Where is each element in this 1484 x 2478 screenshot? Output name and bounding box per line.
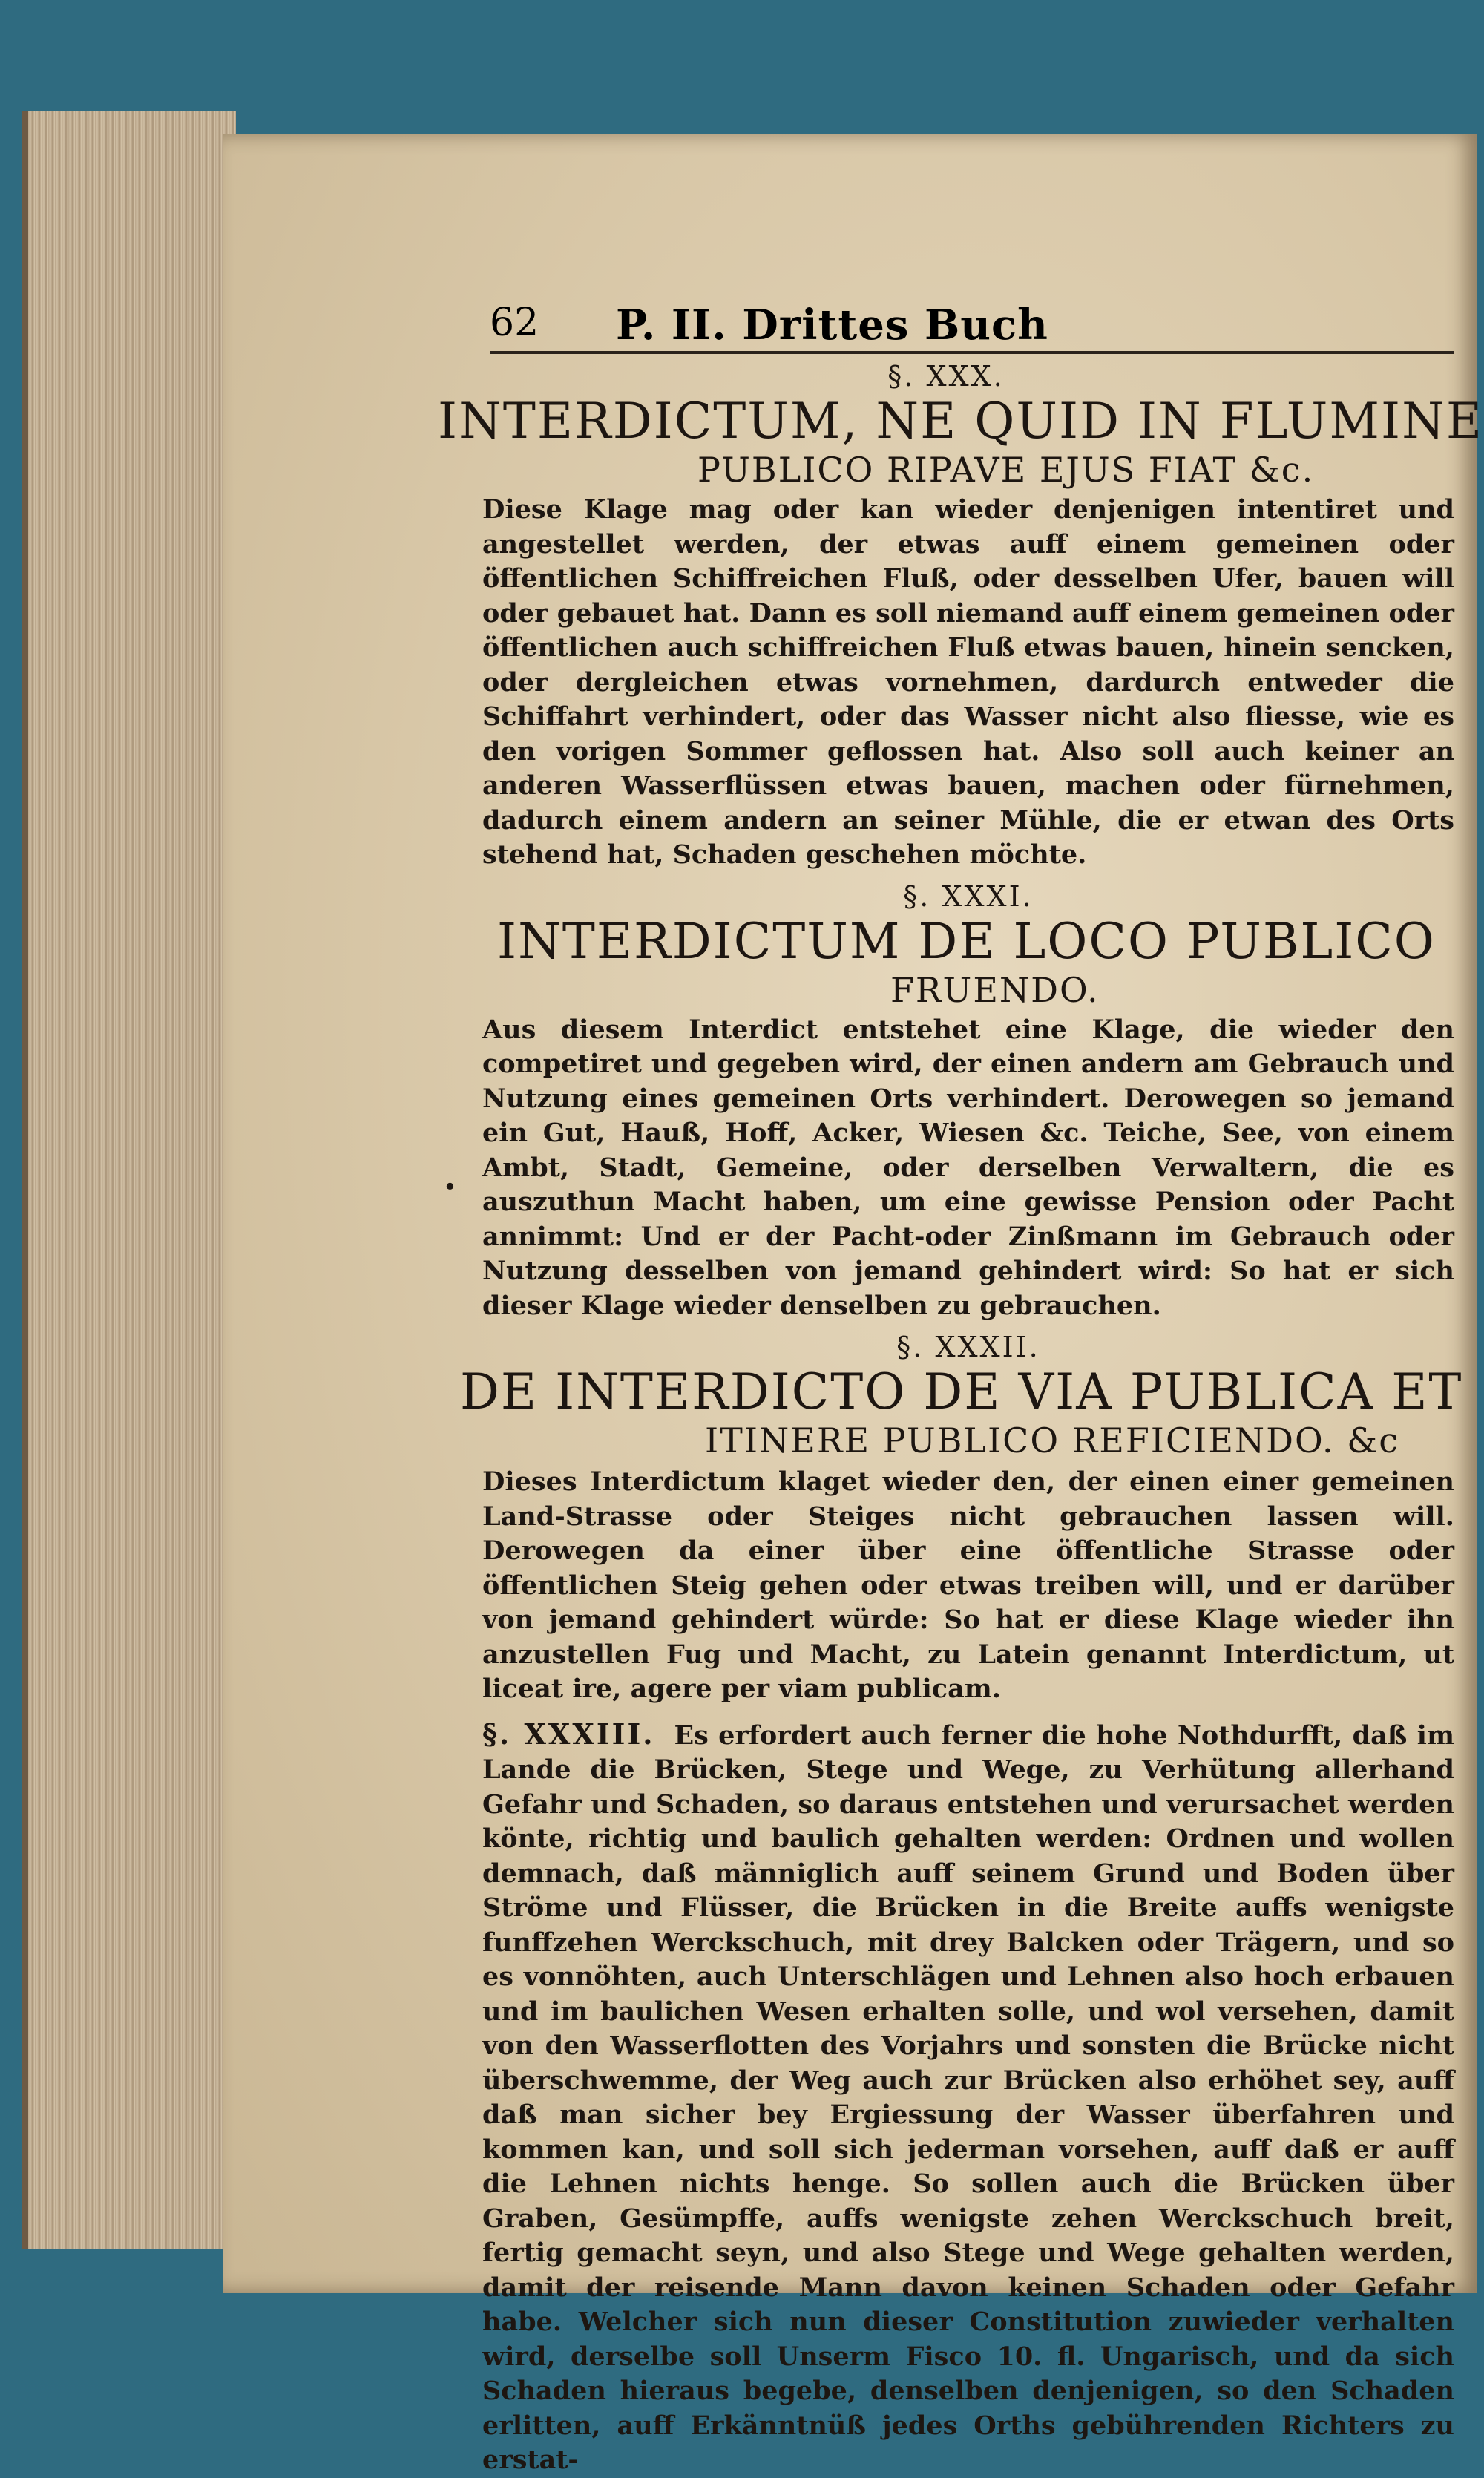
section-number: §. XXX. [887, 360, 1005, 393]
section-paragraph [482, 493, 1454, 873]
section-subtitle: ITINERE PUBLICO REFICIENDO. &c [705, 1420, 1399, 1461]
section-xxxii [460, 1331, 1463, 1707]
paragraph-text [482, 1717, 1454, 2478]
paragraph-text: Dieses Interdictum klaget wieder den, der einen einer gemeinen Land-Strasse oder Steiges nicht gebrauchen lassen will. Derowegen da einer über eine öffentliche Strasse oder öffentlichen Steig gehen oder etwas treiben will, und er darüber von jemand gehindert würde: So hat er diese Klage wieder ihn anzustellen Fug und Macht, zu Latein genannt Interdictum, ut liceat ire, agere per viam publicam. [482, 1466, 1454, 1704]
section-number: §. XXXI. [903, 879, 1034, 913]
page-number: 62 [490, 301, 539, 345]
paragraph-text: Aus diesem Interdict entstehet eine Klage, die wieder den competiret und gegeben wird, der einen andern am Gebrauch und Nutzung eines gemeinen Orts verhindert. Derowegen so jemand ein Gut, Hauß, Hoff, Acker, Wiesen &c. Teiche, See, von einem Ambt, Stadt, Gemeine, oder derselben Verwaltern, die es auszuthun Macht haben, um eine gewisse Pension oder Pacht annimmt: Und er der Pacht-oder Zinßmann im Gebrauch oder Nutzung desselben von jemand gehindert wird: So hat er sich dieser Klage wieder denselben zu gebrauchen. [482, 1014, 1454, 1321]
section-paragraph [482, 1717, 1454, 2478]
section-subtitle: FRUENDO. [890, 969, 1100, 1010]
section-xxx [438, 360, 1484, 873]
running-head: P. II. Drittes Buch [616, 301, 1048, 350]
section-xxxiii [482, 1717, 1454, 2478]
paragraph-body: Es erfordert auch ferner die hohe Nothdurfft, daß im Lande die Brücken, Stege und Wege, zu Verhütung allerhand Gefahr und Schaden, so daraus entstehen und verursachet werden könte, richtig und baulich gehalten werden: Ordnen und wollen demnach, daß männiglich auff seinem Grund und Boden über Ströme und Flüsser, die Brücken in die Breite auffs wenigste funffzehen Werckschuch, mit drey Balcken oder Trägern, und so es vonnöhten, auch Unterschlägen und Lehnen also hoch erbauen und im baulichen Wesen erhalten solle, und wol versehen, damit von den Wasserflotten des Vorjahrs und sonsten die Brücke nicht überschwemme, der Weg auch zur Brücken also erhöhet sey, auff daß man sicher bey Ergiessung der Wasser überfahren und kommen kan, und soll sich jederman vorsehen, auff daß er auff die Lehnen nichts henge. So sollen auch die Brücken über Graben, Gesümpffe, auffs wenigste zehen Werckschuch breit, fertig gemacht seyn, und also Stege und Wege gehalten werden, damit der reisende Mann davon keinen Schaden oder Gefahr habe. Welcher sich nun dieser Constitution zuwieder verhalten wird, derselbe soll Unserm Fisco 10. fl. Ungarisch, und da sich Schaden hieraus begebe, denselben denjenigen, so den Schaden erlitten, auff Erkänntnüß jedes Orths gebührenden Richters zu erstat- [482, 1720, 1454, 2475]
section-paragraph [482, 1465, 1454, 1707]
section-number: §. XXXII. [896, 1331, 1040, 1363]
section-paragraph [482, 1013, 1454, 1324]
page-header [490, 301, 1454, 354]
section-subtitle: PUBLICO RIPAVE EJUS FIAT &c. [697, 450, 1315, 490]
section-title: INTERDICTUM DE LOCO PUBLICO [497, 912, 1436, 970]
main-text [438, 360, 1484, 2478]
margin-dot: • [443, 1173, 457, 1201]
section-number: §. XXXIII. [482, 1717, 655, 1751]
paragraph-text: Diese Klage mag oder kan wieder denjenigen intentiret und angestellet werden, der etwas auff einem gemeinen oder öffentlichen Schiffreichen Fluß, oder desselben Ufer, bauen will oder gebauet hat. Dann es soll niemand auff einem gemeinen oder öffentlichen auch schiffreichen Fluß etwas bauen, hinein sencken, oder dergleichen etwas vornehmen, dardurch entweder die Schiffahrt verhindert, oder das Wasser nicht also fliesse, wie es den vorigen Sommer geflossen hat. Also soll auch keiner an anderen Wasserflüssen etwas bauen, machen oder fürnehmen, dadurch einem andern an seiner Mühle, die er etwan des Orts stehend hat, Schaden geschehen möchte. [482, 494, 1454, 870]
section-title: INTERDICTUM, NE QUID IN FLUMINE [438, 393, 1484, 450]
section-xxxi [482, 880, 1454, 1324]
section-title: DE INTERDICTO DE VIA PUBLICA ET [460, 1363, 1463, 1420]
page-edges [22, 111, 236, 2249]
